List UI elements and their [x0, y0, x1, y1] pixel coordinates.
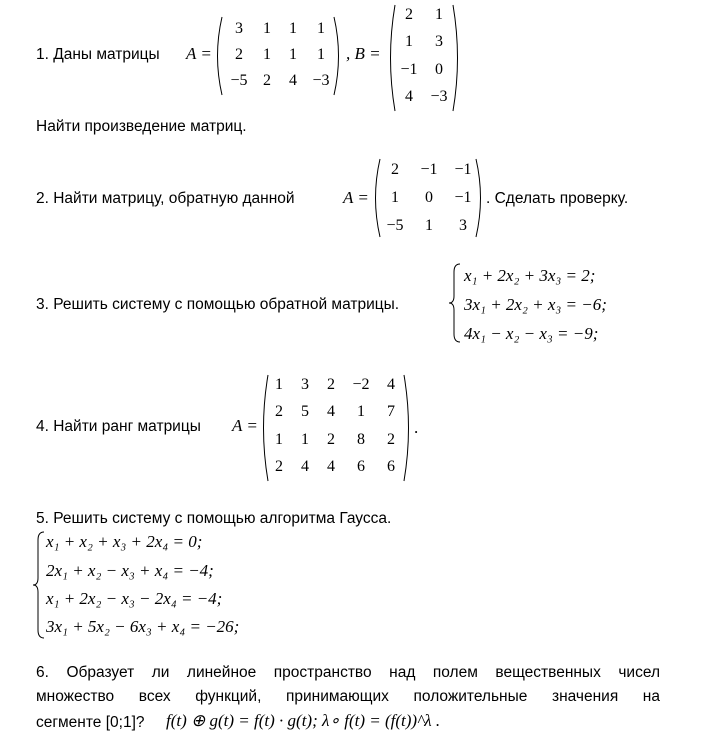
task3-equation: 3x₁ + 2x₂ + x₃ = −6;	[464, 295, 607, 314]
matrix-cell: −5	[230, 72, 248, 89]
matrix-cell: 3	[459, 217, 467, 234]
matrix-cell: 2	[327, 431, 335, 448]
matrix-cell: 3	[235, 20, 243, 37]
task5-equation: x₁ + 2x₂ − x₃ − 2x₄ = −4;	[46, 589, 223, 608]
task4-period: .	[414, 418, 419, 437]
matrix-cell: 0	[435, 61, 443, 78]
task1-matrix-a	[212, 14, 344, 98]
matrix-cell: −1	[454, 189, 472, 206]
matrix-cell: 2	[235, 46, 243, 63]
matrix-cell: 1	[425, 217, 433, 234]
task3-equation: x₁ + 2x₂ + 3x₃ = 2;	[464, 266, 596, 285]
task4-label: 4. Найти ранг матрицы	[36, 418, 201, 435]
task4-matrix-a	[258, 372, 414, 484]
matrix-cell: 8	[357, 431, 365, 448]
matrix-cell: 4	[289, 72, 297, 89]
task2-suffix: . Сделать проверку.	[486, 190, 629, 207]
task6-formula: f(t) ⊕ g(t) = f(t) · g(t); λ∘ f(t) = (f(t))^λ .	[166, 711, 441, 730]
matrix-cell: 2	[263, 72, 271, 89]
task4-matrix-name: A =	[232, 416, 258, 435]
matrix-cell: 5	[301, 403, 309, 420]
matrix-cell: 1	[289, 46, 297, 63]
matrix-cell: 3	[435, 33, 443, 50]
task1-matrix-a-name: A =	[186, 44, 212, 63]
matrix-a-letter: A	[186, 44, 197, 63]
matrix-cell: 2	[405, 6, 413, 23]
task5-equation: x₁ + x₂ + x₃ + 2x₄ = 0;	[46, 532, 203, 551]
task1-matrix-b	[386, 2, 462, 114]
matrix-cell: −1	[400, 61, 418, 78]
matrix-cell: 4	[327, 458, 335, 475]
matrix-cell: 4	[387, 376, 395, 393]
matrix-cell: 1	[275, 431, 283, 448]
task2-label: 2. Найти матрицу, обратную данной	[36, 190, 295, 207]
matrix-cell: 2	[275, 403, 283, 420]
matrix-cell: 1	[301, 431, 309, 448]
task3-equation: 4x₁ − x₂ − x₃ = −9;	[464, 324, 599, 343]
matrix-b-letter: B	[354, 44, 365, 63]
matrix-cell: 1	[391, 189, 399, 206]
matrix-cell: −1	[420, 161, 438, 178]
matrix-cell: 4	[405, 88, 413, 105]
matrix-cell: 0	[425, 189, 433, 206]
task1-instruction: Найти произведение матриц.	[36, 118, 247, 135]
task6-line2: множество всех функций, принимающих положительные значения на	[36, 688, 660, 705]
matrix-cell: 1	[435, 6, 443, 23]
task5-equation: 2x₁ + x₂ − x₃ + x₄ = −4;	[46, 561, 214, 580]
matrix-a-letter: A	[343, 188, 354, 207]
matrix-cell: 2	[387, 431, 395, 448]
matrix-cell: 6	[357, 458, 365, 475]
matrix-cell: 2	[275, 458, 283, 475]
matrix-cell: 1	[357, 403, 365, 420]
matrix-cell: 1	[275, 376, 283, 393]
matrix-cell: 1	[263, 46, 271, 63]
matrix-cell: −1	[454, 161, 472, 178]
task1-label: 1. Даны матрицы	[36, 46, 160, 63]
matrix-cell: 1	[263, 20, 271, 37]
system-brace	[448, 262, 462, 344]
task5-equation: 3x₁ + 5x₂ − 6x₃ + x₄ = −26;	[46, 617, 240, 636]
matrix-cell: 1	[289, 20, 297, 37]
matrix-cell: 3	[301, 376, 309, 393]
matrix-cell: 2	[327, 376, 335, 393]
matrix-cell: 1	[317, 20, 325, 37]
matrix-cell: −2	[352, 376, 370, 393]
task2-matrix-name: A =	[343, 188, 369, 207]
task6-line3: сегменте [0;1]?	[36, 714, 145, 731]
matrix-cell: 7	[387, 403, 395, 420]
system-brace	[32, 530, 46, 640]
matrix-cell: 4	[327, 403, 335, 420]
matrix-cell: 6	[387, 458, 395, 475]
matrix-a-letter: A	[232, 416, 243, 435]
task5-label: 5. Решить систему с помощью алгоритма Гаусса.	[36, 510, 392, 527]
matrix-cell: −5	[386, 217, 404, 234]
task2-matrix-a	[370, 156, 486, 240]
matrix-cell: 4	[301, 458, 309, 475]
task6-line1: 6. Образует ли линейное пространство над полем вещественных чисел	[36, 664, 660, 681]
task3-label: 3. Решить систему с помощью обратной матрицы.	[36, 296, 400, 313]
task1-matrix-b-name: , B =	[346, 44, 381, 63]
matrix-cell: 2	[391, 161, 399, 178]
matrix-cell: −3	[312, 72, 330, 89]
matrix-cell: −3	[430, 88, 448, 105]
matrix-cell: 1	[317, 46, 325, 63]
matrix-cell: 1	[405, 33, 413, 50]
